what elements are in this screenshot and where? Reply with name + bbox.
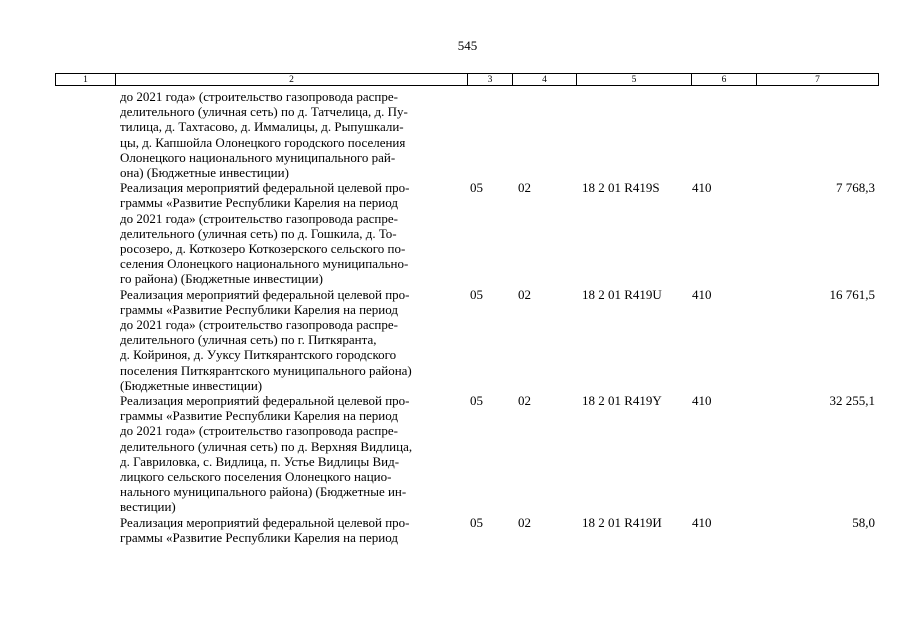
description-line: лицкого сельского поселения Олонецкого нацио- [120,469,392,485]
subsection-code: 02 [518,393,531,409]
section-code: 05 [470,180,483,196]
subsection-code: 02 [518,180,531,196]
description-line: го района) (Бюджетные инвестиции) [120,271,323,287]
description-line: граммы «Развитие Республики Карелия на период [120,301,399,317]
expense-type-code: 410 [692,286,712,302]
description-line: вестиции) [120,499,176,515]
description-line: граммы «Развитие Республики Карелия на период [120,529,399,545]
description-line: тилица, д. Тахтасово, д. Иммалицы, д. Рыпушкали- [120,119,404,135]
description-line: Олонецкого национального муниципального рай- [120,149,396,165]
description-line: Реализация мероприятий федеральной целевой про- [120,286,410,302]
column-header-7: 7 [757,74,879,86]
description-line: росозеро, д. Коткозеро Коткозерского сельского по- [120,241,406,257]
description-line: до 2021 года» (строительство газопровода распре- [120,317,398,333]
column-header-5: 5 [577,74,692,86]
expense-type-code: 410 [692,393,712,409]
table-row [0,393,905,515]
column-header-1: 1 [56,74,116,86]
description-line: делительного (уличная сеть) по д. Татчелица, д. Пу- [120,104,408,120]
description-line: (Бюджетные инвестиции) [120,377,263,393]
target-article-code: 18 2 01 R419И [582,514,662,530]
description-line: до 2021 года» (строительство газопровода распре- [120,210,398,226]
column-header-6: 6 [692,74,757,86]
description-line: она) (Бюджетные инвестиции) [120,165,289,181]
row-description [120,515,472,545]
page-number: 545 [457,38,478,53]
description-line: граммы «Развитие Республики Карелия на период [120,195,399,211]
description-line: поселения Питкярантского муниципального района) [120,362,412,378]
amount: 58,0 [852,514,875,530]
section-code: 05 [470,286,483,302]
amount: 16 761,5 [829,286,875,302]
row-description [120,287,472,393]
description-line: до 2021 года» (строительство газопровода распре- [120,89,398,104]
description-line: делительного (уличная сеть) по г. Питкяранта, [120,332,377,348]
target-article-code: 18 2 01 R419Y [582,393,662,409]
column-header-2: 2 [116,74,468,86]
description-line: д. Койриноя, д. Ууксу Питкярантского городского [120,347,397,363]
description-line: д. Гавриловка, с. Видлица, п. Устье Видлицы Вид- [120,453,400,469]
description-line: селения Олонецкого национального муниципально- [120,256,409,272]
description-line: делительного (уличная сеть) по д. Верхняя Видлица, [120,438,413,454]
column-header-row [56,74,879,86]
expense-type-code: 410 [692,180,712,196]
column-header-table [55,73,879,86]
description-line: до 2021 года» (строительство газопровода распре- [120,423,398,439]
row-description [120,89,472,180]
expense-type-code: 410 [692,514,712,530]
table-body [0,89,905,545]
column-header-3: 3 [468,74,513,86]
section-code: 05 [470,393,483,409]
table-row [0,89,905,180]
amount: 7 768,3 [836,180,875,196]
description-line: цы, д. Капшойла Олонецкого городского поселения [120,134,406,150]
table-row [0,515,905,545]
description-line: Реализация мероприятий федеральной целевой про- [120,393,410,409]
description-line: граммы «Развитие Республики Карелия на период [120,408,399,424]
row-description [120,180,472,286]
target-article-code: 18 2 01 R419U [582,286,662,302]
amount: 32 255,1 [829,393,875,409]
subsection-code: 02 [518,286,531,302]
table-row [0,287,905,393]
subsection-code: 02 [518,514,531,530]
description-line: нального муниципального района) (Бюджетные ин- [120,484,407,500]
description-line: Реализация мероприятий федеральной целевой про- [120,514,410,530]
target-article-code: 18 2 01 R419S [582,180,660,196]
description-line: делительного (уличная сеть) по д. Гошкила, д. То- [120,225,397,241]
row-description [120,393,472,515]
description-line: Реализация мероприятий федеральной целевой про- [120,180,410,196]
table-row [0,180,905,286]
column-header-4: 4 [513,74,577,86]
section-code: 05 [470,514,483,530]
